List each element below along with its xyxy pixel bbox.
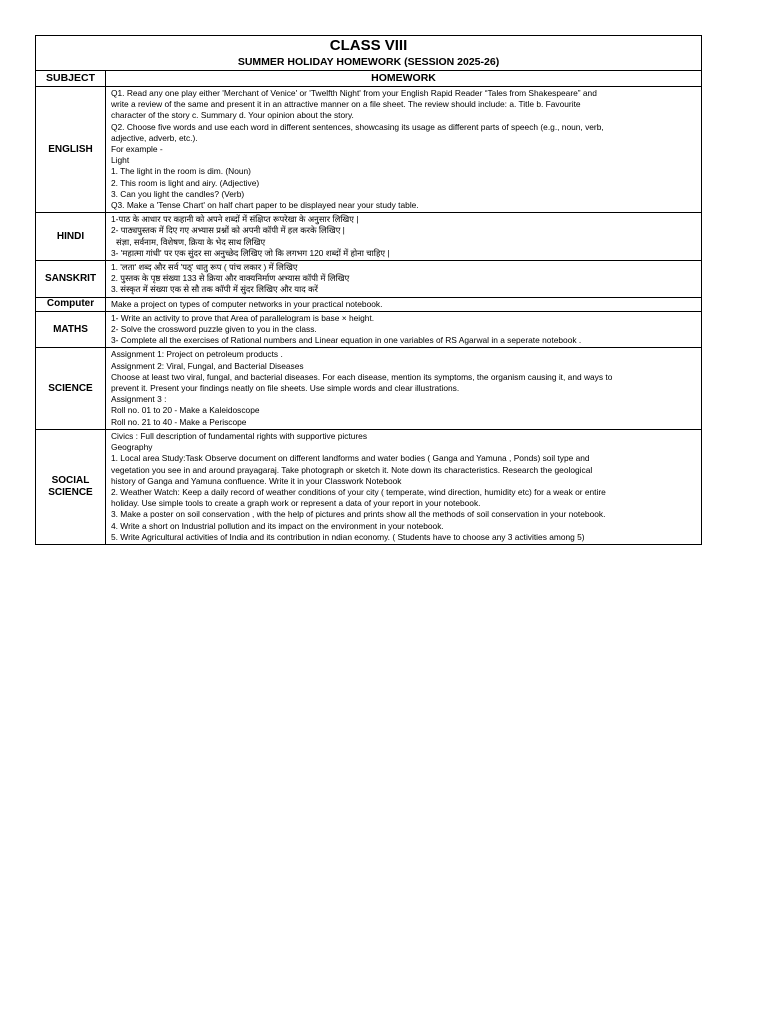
- homework-line: 2. This room is light and airy. (Adjective): [111, 177, 260, 188]
- subject-column-header: SUBJECT: [36, 71, 106, 87]
- homework-line: 2. पुस्तक के पृष्ठ संख्या 133 से क्रिया और वाक्यनिर्माण अभ्यास कॉपी में लिखिए: [111, 273, 350, 284]
- subject-cell: SOCIAL SCIENCE: [36, 429, 106, 544]
- homework-line: 2. Weather Watch: Keep a daily record of weather conditions of your city ( temperate, wind direction, humidity etc) for a weak or entire: [111, 486, 606, 497]
- page-title: CLASS VIII: [329, 37, 408, 54]
- homework-line: 2- पाठ्यपुस्तक में दिए गए अभ्यास प्रश्नों को अपनी कॉपी में हल करके लिखिए |: [111, 225, 345, 236]
- homework-line: Roll no. 21 to 40 - Make a Periscope: [111, 416, 247, 427]
- subject-cell: ENGLISH: [36, 87, 106, 213]
- homework-line: Q1. Read any one play either 'Merchant of Venice' or 'Twelfth Night' from your English Rapid Reader “Tales from Shakespeare” and: [111, 88, 597, 98]
- table-row: [36, 311, 702, 348]
- homework-column-header: HOMEWORK: [106, 71, 702, 87]
- homework-line: Assignment 2: Viral, Fungal, and Bacterial Diseases: [111, 360, 304, 371]
- homework-line: 3. संस्कृत में संख्या एक से सौ तक कॉपी में सुंदर लिखिए और याद करें: [111, 284, 318, 295]
- homework-line: 1. Local area Study:Task Observe document on different landforms and water bodies ( Ganga and Yamuna , Ponds) soil type and: [111, 453, 590, 464]
- homework-cell: [106, 348, 702, 429]
- homework-line: 1- Write an activity to prove that Area of parallelogram is base × height.: [111, 312, 375, 323]
- table-row: [36, 348, 702, 429]
- homework-line: 1. The light in the room is dim. (Noun): [111, 166, 251, 177]
- subject-cell: MATHS: [36, 311, 106, 348]
- homework-line: 3. Can you light the candles? (Verb): [111, 188, 245, 199]
- homework-line: holiday. Use simple tools to create a graph work or represent a data of your report in your notebook.: [111, 498, 481, 509]
- homework-line: Geography: [111, 442, 153, 453]
- table-row: [36, 429, 702, 544]
- homework-table: [35, 35, 702, 545]
- subject-cell: Computer: [36, 297, 106, 311]
- homework-line: history of Ganga and Yamuna confluence. Write it in your Classwork Notebook: [111, 475, 402, 486]
- homework-cell: [106, 429, 702, 544]
- homework-rows: [36, 87, 702, 545]
- homework-line: Assignment 3 :: [111, 394, 167, 405]
- homework-line: Q2. Choose five words and use each word in different sentences, showcasing its usage as different parts of speech (e.g., noun, verb,: [111, 121, 604, 132]
- subject-cell: HINDI: [36, 213, 106, 261]
- homework-line: prevent it. Present your findings neatly on file sheets. Use simple words and clear illustrations.: [111, 383, 460, 394]
- homework-line: Assignment 1: Project on petroleum products .: [111, 349, 283, 360]
- column-header-row: [36, 71, 702, 87]
- table-row: [36, 297, 702, 311]
- homework-cell: [106, 87, 702, 213]
- homework-line: संज्ञा, सर्वनाम, विशेषण, क्रिया के भेद साथ लिखिए: [116, 236, 266, 247]
- table-row: [36, 213, 702, 261]
- homework-line: Roll no. 01 to 20 - Make a Kaleidoscope: [111, 405, 260, 416]
- homework-line: Q3. Make a 'Tense Chart' on half chart paper to be displayed near your study table.: [111, 200, 419, 211]
- subject-cell: SANSKRIT: [36, 261, 106, 298]
- title-row: [36, 36, 702, 71]
- homework-line: write a review of the same and present it in an attractive manner on a file sheet. The review should include: a. Title b. Favourite: [111, 99, 581, 110]
- homework-cell: [106, 261, 702, 298]
- homework-line: Choose at least two viral, fungal, and bacterial diseases. For each disease, mention its symptoms, the organism causing it, and ways to: [111, 371, 613, 382]
- homework-line: 3- 'महात्मा गांधी' पर एक सुंदर सा अनुच्छेद लिखिए जो कि लगभग 120 शब्दों में होना चाहिए |: [111, 247, 390, 258]
- homework-line: For example -: [111, 144, 163, 155]
- homework-line: Make a project on types of computer networks in your practical notebook.: [111, 298, 383, 309]
- homework-cell: [106, 213, 702, 261]
- homework-line: 3. Make a poster on soil conservation , with the help of pictures and prints show all the methods of soil conservation in your notebook.: [111, 509, 606, 520]
- homework-line: adjective, adverb, etc.).: [111, 132, 198, 143]
- table-row: [36, 261, 702, 298]
- homework-line: vegetation you see in and around prayagaraj. Take photograph or sketch it. Note down its characteristics. Research the geological: [111, 464, 593, 475]
- homework-line: 1. 'लता' शब्द और सर्व 'पठ्' धातु रूप ( पांच लकार ) में लिखिए: [111, 262, 298, 273]
- homework-line: 4. Write a short on Industrial pollution and its impact on the environment in your notebook.: [111, 520, 444, 531]
- homework-line: Civics : Full description of fundamental rights with supportive pictures: [111, 430, 368, 441]
- homework-cell: [106, 297, 702, 311]
- title-cell: [36, 36, 702, 71]
- table-row: [36, 87, 702, 213]
- homework-line: 1-पाठ के आधार पर कहानी को अपने शब्दों में संक्षिप्त रूपरेखा के अनुसार लिखिए |: [111, 214, 359, 225]
- homework-line: 3- Complete all the exercises of Rational numbers and Linear equation in one variables of RS Agarwal in a seperate notebook .: [111, 335, 582, 346]
- homework-line: Light: [111, 155, 130, 166]
- homework-line: character of the story c. Summary d. Your opinion about the story.: [111, 110, 354, 121]
- homework-cell: [106, 311, 702, 348]
- page-subtitle: SUMMER HOLIDAY HOMEWORK (SESSION 2025-26): [237, 56, 500, 68]
- subject-cell: SCIENCE: [36, 348, 106, 429]
- homework-line: 5. Write Agricultural activities of India and its contribution in ndian economy. ( Students have to choose any 3 activities among 5): [111, 531, 585, 542]
- homework-line: 2- Solve the crossword puzzle given to you in the class.: [111, 324, 317, 335]
